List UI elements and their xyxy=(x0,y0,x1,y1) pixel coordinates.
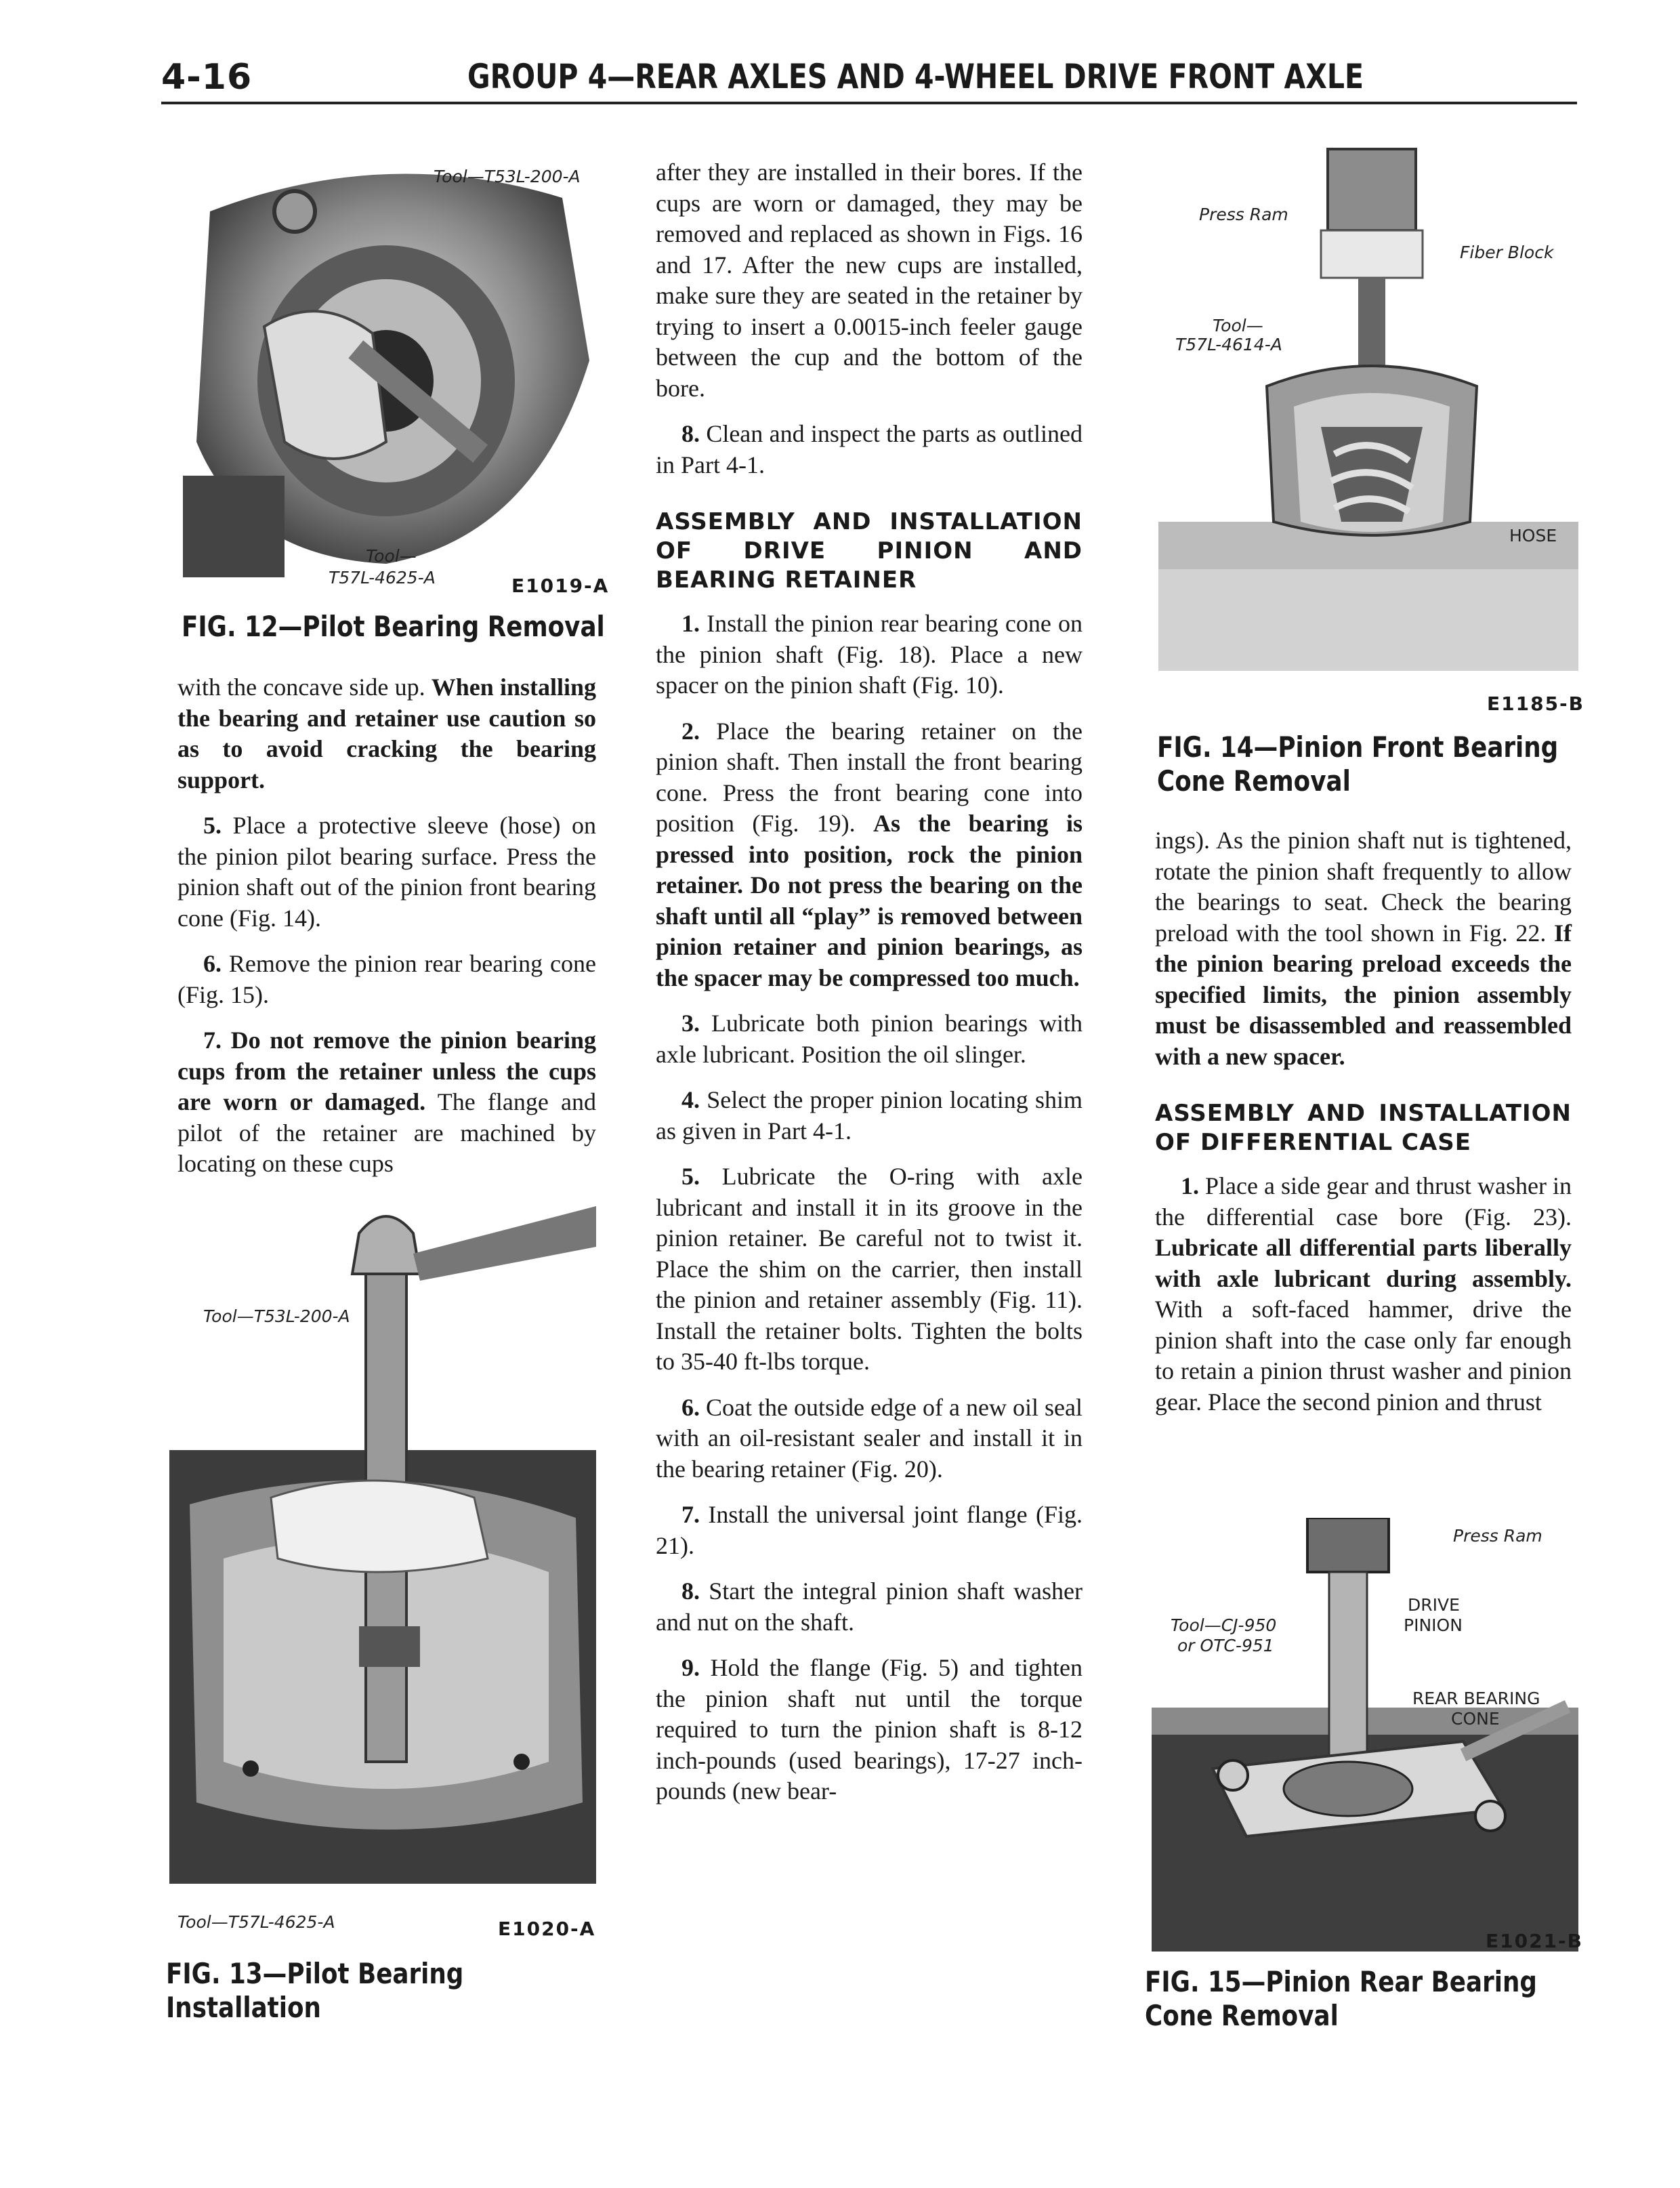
left-para-1: with the concave side up. When installing the bearing and retainer use caution so as to avoid cracking the bearing support. xyxy=(177,674,596,793)
fig14-photo xyxy=(1158,142,1578,711)
mid-step-4: 4. Select the proper pinion locating shim as given in Part 4-1. xyxy=(656,1086,1083,1144)
middle-column xyxy=(656,157,1083,1822)
fig15-caption-line2: Cone Removal xyxy=(1145,1999,1339,2032)
fig15-label-press-ram: Press Ram xyxy=(1453,1526,1542,1546)
fig12-label-tool-top: Tool—T53L-200-A xyxy=(434,167,581,186)
mid-step-8: 8. Start the integral pinion shaft washer and nut on the shaft. xyxy=(656,1577,1083,1636)
fig13-code: E1020-A xyxy=(498,1918,596,1940)
fig14-label-tool: Tool— xyxy=(1213,316,1263,335)
mid-step-3: 3. Lubricate both pinion bearings with axle lubricant. Position the oil slinger. xyxy=(656,1010,1083,1068)
mid-step-1: 1. Install the pinion rear bearing cone on the pinion shaft (Fig. 18). Place a new spacer on the pinion shaft (Fig. 10). xyxy=(656,610,1083,699)
fig13-caption-line1: FIG. 13—Pilot Bearing xyxy=(166,1957,464,1990)
fig12-code: E1019-A xyxy=(511,575,610,597)
fig15-label-tool: Tool—CJ-950 xyxy=(1171,1615,1277,1635)
fig12-label-tool: Tool— xyxy=(366,546,417,566)
mid-step-9: 9. Hold the flange (Fig. 5) and tighten the pinion shaft nut until the torque required to turn the pinion shaft is 8-12 inch-pounds (used bearings), 17-27 inch-pounds (new bear- xyxy=(656,1654,1083,1804)
mid-step-6: 6. Coat the outside edge of a new oil seal with an oil-resistant sealer and install it in the bearing retainer (Fig. 20). xyxy=(656,1393,1083,1483)
fig15-code: E1021-B xyxy=(1486,1930,1584,1952)
left-column xyxy=(177,672,596,1195)
fig14-label-tool-num: T57L-4614-A xyxy=(1175,335,1282,354)
right-column xyxy=(1155,825,1572,1432)
right-para-1: ings). As the pinion shaft nut is tightened, rotate the pinion shaft frequently to allow the bearings to seat. Check the bearing preload with the tool shown in Fig. 22. If the pinion bearing preload exceeds the specified limits, the pinion assembly must be disassembled and reassembled with a new spacer. xyxy=(1155,827,1572,1070)
fig14-label-press-ram: Press Ram xyxy=(1199,205,1288,224)
mid-step-7: 7. Install the universal joint flange (Fig. 21). xyxy=(656,1501,1083,1559)
right-step-1: 1. Place a side gear and thrust washer in the differential case bore (Fig. 23). Lubricate all differential parts liberally with axle lubricant during assembly. With a soft-faced hammer, drive the pinion shaft into the case only far enough to retain a pinion thrust washer and pinion gear. Place the second pinion and thrust xyxy=(1155,1172,1572,1416)
left-para-2: 5. Place a protective sleeve (hose) on the pinion pilot bearing surface. Press the pinion shaft out of the pinion front bearing cone (Fig. 14). xyxy=(177,812,597,932)
fig14-code: E1185-B xyxy=(1487,693,1585,715)
mid-para-1: after they are installed in their bores. If the cups are worn or damaged, they may be removed and replaced as shown in Figs. 16 and 17. After the new cups are installed, make sure they are seated in the retainer by trying to insert a 0.0015-inch feeler gauge between the cup and the bottom of the bore. xyxy=(656,159,1083,402)
fig14-caption-line1: FIG. 14—Pinion Front Bearing xyxy=(1157,730,1559,764)
fig15-photo xyxy=(1152,1518,1578,1952)
fig15-label-drive: DRIVE xyxy=(1408,1595,1460,1615)
left-para-3: 6. Remove the pinion rear bearing cone (Fig. 15). xyxy=(177,950,597,1008)
mid-step-2: 2. Place the bearing retainer on the pinion shaft. Then install the front bearing cone. Press the front bearing cone into position (Fig. 19). As the bearing is pressed into position, rock the pinion retainer. Do not press the bearing on the shaft until all “play” is removed between pinion retainer and pinion bearings, as the spacer may be compressed too much. xyxy=(656,717,1083,991)
fig15-label-pinion: PINION xyxy=(1404,1615,1463,1635)
fig12-photo xyxy=(183,157,589,577)
section-heading-drive-pinion: ASSEMBLY AND INSTALLATION OF DRIVE PINION AND BEARING RETAINER xyxy=(656,508,1083,594)
section-heading-differential-case: ASSEMBLY AND INSTALLATION OF DIFFERENTIAL CASE xyxy=(1155,1100,1572,1156)
fig15-label-cone: CONE xyxy=(1451,1709,1500,1729)
page-number: 4-16 xyxy=(161,57,253,98)
fig13-label-tool-bottom: Tool—T57L-4625-A xyxy=(177,1912,335,1932)
header-rule xyxy=(161,102,1577,104)
page-title: GROUP 4—REAR AXLES AND 4-WHEEL DRIVE FRONT AXLE xyxy=(467,57,1364,96)
fig15-caption-line1: FIG. 15—Pinion Rear Bearing xyxy=(1145,1965,1537,1998)
fig13-caption-line2: Installation xyxy=(166,1991,321,2024)
mid-step-5: 5. Lubricate the O-ring with axle lubricant and install it in its groove in the pinion retainer. Be careful not to twist it. Place the shim on the carrier, then install the pinion and retainer assembly (Fig. 11). Install the retainer bolts. Tighten the bolts to 35-40 ft-lbs torque. xyxy=(656,1163,1083,1375)
fig12-label-tool-num: T57L-4625-A xyxy=(329,568,436,587)
fig14-label-fiber-block: Fiber Block xyxy=(1460,243,1554,262)
fig15-label-rear-bearing: REAR BEARING xyxy=(1412,1689,1540,1708)
fig13-label-tool-top: Tool—T53L-200-A xyxy=(203,1306,350,1326)
fig15-label-tool-alt: or OTC-951 xyxy=(1177,1636,1274,1655)
fig12-caption: FIG. 12—Pilot Bearing Removal xyxy=(182,610,605,643)
mid-para-2: 8. Clean and inspect the parts as outlined in Part 4-1. xyxy=(656,420,1083,478)
left-para-4: 7. Do not remove the pinion bearing cups from the retainer unless the cups are worn or damaged. The flange and pilot of the retainer are machined by locating on these cups xyxy=(177,1027,596,1177)
fig14-caption-line2: Cone Removal xyxy=(1157,764,1351,798)
fig14-label-hose: HOSE xyxy=(1509,526,1557,545)
